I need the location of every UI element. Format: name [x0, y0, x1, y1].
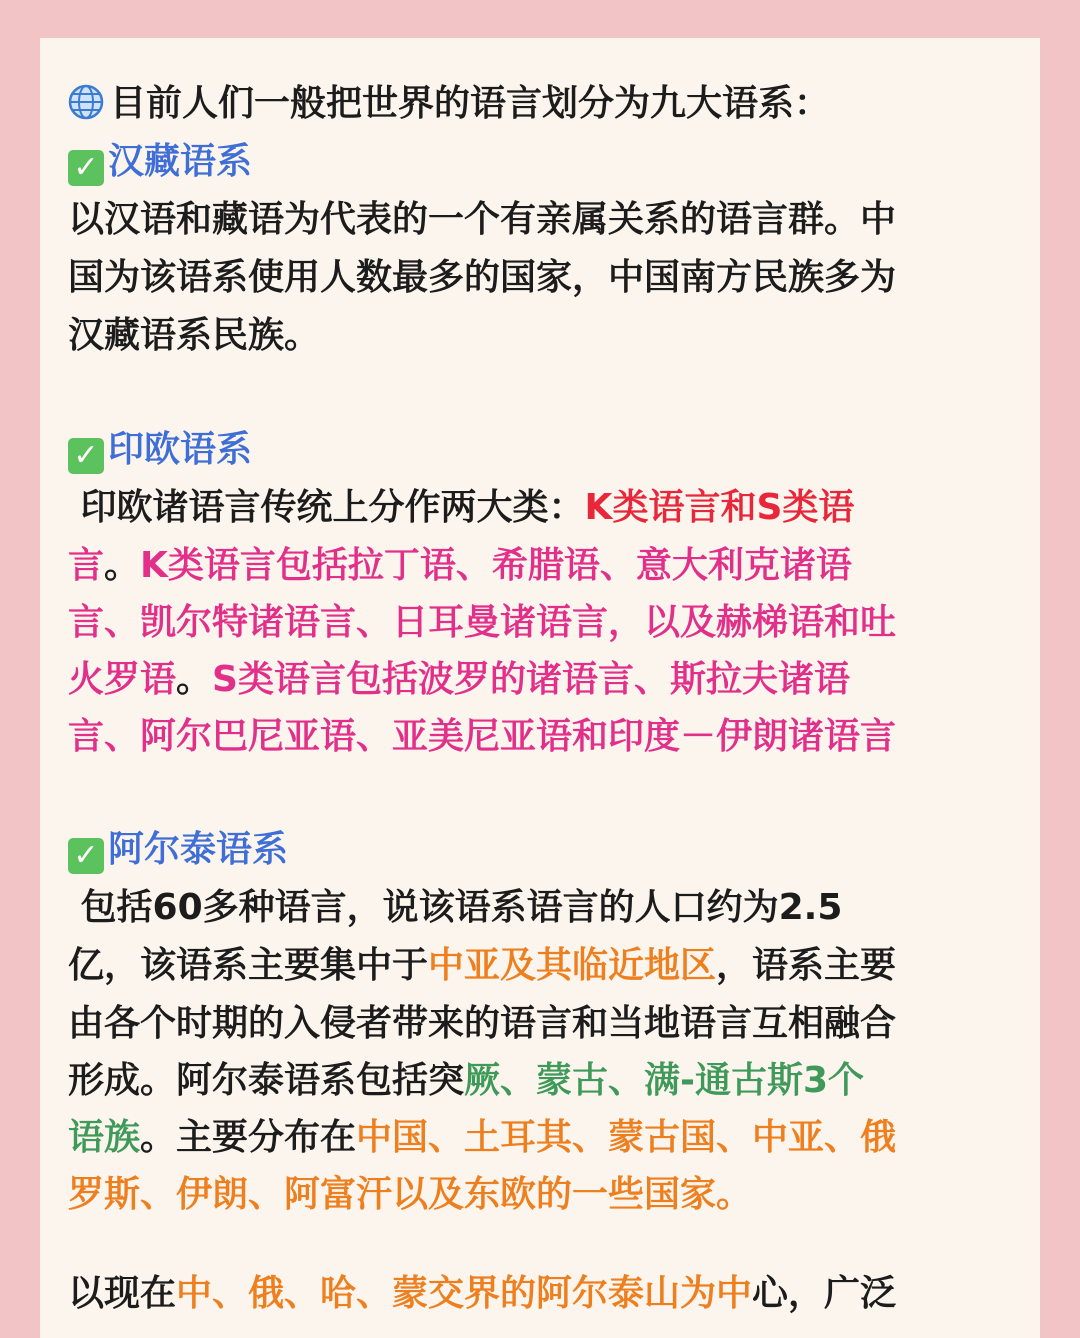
content-card [40, 38, 1040, 1338]
paragraph-line-cutoff: 以现在中、俄、哈、蒙交界的阿尔泰山为中心，广泛 [68, 1273, 897, 1314]
check-icon: ✓ [68, 150, 104, 186]
paragraph-line: 由各个时期的入侵者带来的语言和当地语言互相融合 [68, 1003, 897, 1044]
intro-text: 目前人们一般把世界的语言划分为九大语系： [110, 83, 831, 124]
paragraph-line: 言、阿尔巴尼亚语、亚美尼亚语和印度－伊朗诸语言 [68, 716, 897, 757]
section-heading-sino-tibetan [68, 140, 252, 186]
section-heading-altaic [68, 828, 288, 874]
paragraph-line: 形成。阿尔泰语系包括突厥、蒙古、满-通古斯3个 [68, 1060, 865, 1101]
paragraph-line: 罗斯、伊朗、阿富汗以及东欧的一些国家。 [68, 1174, 753, 1215]
globe-icon [68, 84, 104, 120]
paragraph-line: 言、凯尔特诸语言、日耳曼诸语言，以及赫梯语和吐 [68, 602, 897, 643]
section-title: 阿尔泰语系 [108, 829, 289, 870]
paragraph-line: 亿，该语系主要集中于中亚及其临近地区，语系主要 [68, 945, 897, 986]
paragraph-line: 语族。主要分布在中国、土耳其、蒙古国、中亚、俄 [68, 1117, 897, 1158]
paragraph-line: 汉藏语系民族。 [68, 315, 321, 356]
paragraph-line: 火罗语。S类语言包括波罗的诸语言、斯拉夫诸语 [68, 659, 850, 700]
paragraph-line: 包括60多种语言，说该语系语言的人口约为2.5 [68, 887, 843, 928]
intro-line [68, 82, 830, 126]
paragraph-line: 印欧诸语言传统上分作两大类：K类语言和S类语 [68, 487, 855, 528]
check-icon: ✓ [68, 438, 104, 474]
section-heading-indo-european [68, 428, 252, 474]
section-title: 印欧语系 [108, 429, 253, 470]
check-icon: ✓ [68, 838, 104, 874]
paragraph-line: 言。K类语言包括拉丁语、希腊语、意大利克诸语 [68, 545, 852, 586]
paragraph-line: 以汉语和藏语为代表的一个有亲属关系的语言群。中 [68, 199, 897, 240]
section-title: 汉藏语系 [108, 141, 253, 182]
paragraph-line: 国为该语系使用人数最多的国家，中国南方民族多为 [68, 257, 897, 298]
